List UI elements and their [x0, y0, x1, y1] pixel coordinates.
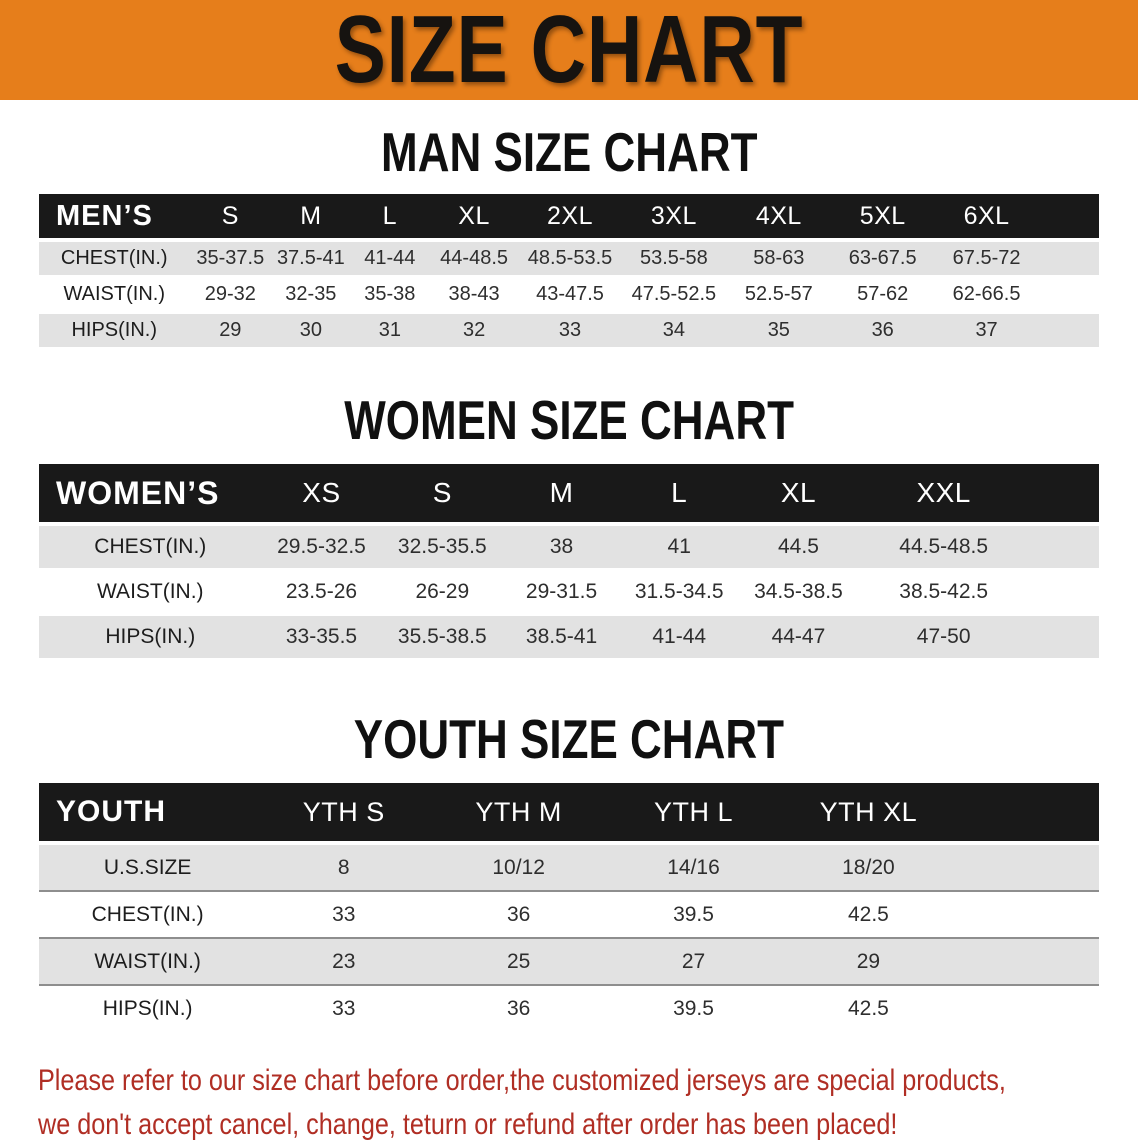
- womens-size-value-cell: 38.5-42.5: [858, 570, 1029, 615]
- womens-size-value-cell: 44.5-48.5: [858, 524, 1029, 570]
- youth-size-value-cell: 36: [431, 891, 606, 938]
- womens-size-value-cell: 32.5-35.5: [381, 524, 503, 570]
- women-size-table: [39, 464, 1099, 661]
- women-section-heading-text: WOMEN SIZE CHART: [344, 389, 794, 451]
- order-note-line-2: we don't accept cancel, change, teturn or refund after order has been placed!: [38, 1108, 898, 1141]
- youth-size-value-cell: 18/20: [842, 855, 895, 879]
- mens-size-value-cell: 48.5-53.5: [519, 240, 621, 277]
- youth-size-column-header: YTH XL: [781, 783, 956, 843]
- youth-header-row: [39, 783, 1099, 843]
- mens-size-column-header: XL: [429, 194, 519, 240]
- mens-size-value-cell: 47.5-52.5: [621, 277, 727, 313]
- order-note-line-1: Please refer to our size chart before order,the customized jerseys are special products,: [38, 1064, 1006, 1097]
- womens-row-filler: [1029, 524, 1099, 570]
- mens-row-filler: [1039, 313, 1100, 349]
- section-youth: [0, 708, 1138, 1031]
- mens-table: [39, 194, 1099, 350]
- mens-size-value-cell: 34: [621, 313, 727, 349]
- mens-size-value-cell: 36: [831, 313, 935, 349]
- womens-table-row: [39, 524, 1099, 570]
- youth-size-value-cell: 8: [337, 855, 350, 879]
- mens-size-value-cell: 52.5-57: [727, 277, 831, 313]
- mens-row-filler: [1039, 277, 1100, 313]
- mens-size-value-cell: 43-47.5: [519, 277, 621, 313]
- youth-size-value-cell: 33: [256, 891, 431, 938]
- womens-size-value-cell: 29-31.5: [503, 570, 620, 615]
- womens-row-label: HIPS(IN.): [39, 615, 262, 660]
- mens-size-value-cell: 29: [190, 313, 272, 349]
- youth-table: [39, 783, 1099, 1031]
- mens-header-row: [39, 194, 1099, 240]
- womens-header-filler: [1029, 464, 1099, 524]
- youth-row-filler: [956, 891, 1099, 938]
- youth-header-filler: [956, 783, 1099, 843]
- section-women: [0, 389, 1138, 661]
- youth-size-value-cell: 42.5: [781, 985, 956, 1031]
- womens-size-value-cell: 44.5: [739, 524, 859, 570]
- mens-size-value-cell: 67.5-72: [935, 240, 1039, 277]
- youth-row-filler: [956, 985, 1099, 1031]
- mens-size-value-cell: 41-44: [351, 240, 429, 277]
- youth-row-filler: [956, 938, 1099, 985]
- mens-size-value-cell: 37: [935, 313, 1039, 349]
- youth-size-value-cell: 29: [781, 938, 956, 985]
- mens-size-column-header: S: [190, 194, 272, 240]
- mens-row-filler: [1039, 240, 1100, 277]
- womens-size-value-cell: 38.5-41: [503, 615, 620, 660]
- mens-size-value-cell: 62-66.5: [935, 277, 1039, 313]
- youth-table-row: [39, 938, 1099, 985]
- mens-size-value-cell: 44-48.5: [429, 240, 519, 277]
- womens-size-value-cell: 41: [620, 524, 739, 570]
- youth-size-value-cell: 39.5: [606, 891, 781, 938]
- womens-row-filler: [1029, 615, 1099, 660]
- womens-size-value-cell: 35.5-38.5: [381, 615, 503, 660]
- mens-size-value-cell: 58-63: [727, 240, 831, 277]
- womens-size-value-cell: 34.5-38.5: [739, 570, 859, 615]
- mens-size-column-header: 3XL: [621, 194, 727, 240]
- womens-size-value-cell: 47-50: [858, 615, 1029, 660]
- womens-size-column-header: S: [381, 464, 503, 524]
- youth-size-value-cell: 39.5: [606, 985, 781, 1031]
- page-title: SIZE CHART: [334, 0, 804, 103]
- mens-table-row: [39, 313, 1099, 349]
- youth-size-table: [39, 783, 1099, 1031]
- mens-size-column-header: 6XL: [935, 194, 1039, 240]
- womens-size-value-cell: 44-47: [739, 615, 859, 660]
- youth-table-row: [39, 985, 1099, 1031]
- mens-size-column-header: 2XL: [519, 194, 621, 240]
- mens-size-value-cell: 29-32: [190, 277, 272, 313]
- womens-row-filler: [1029, 570, 1099, 615]
- youth-size-value-cell: 33: [256, 985, 431, 1031]
- mens-size-value-cell: 33: [519, 313, 621, 349]
- womens-size-column-header: XL: [739, 464, 859, 524]
- size-chart-banner: [0, 0, 1138, 103]
- womens-row-label: CHEST(IN.): [39, 524, 262, 570]
- mens-size-value-cell: 38-43: [429, 277, 519, 313]
- mens-header-filler: [1039, 194, 1100, 240]
- mens-size-column-header: M: [271, 194, 350, 240]
- youth-row-label: CHEST(IN.): [39, 891, 256, 938]
- youth-size-value-cell: 14/16: [667, 855, 720, 879]
- mens-size-column-header: 5XL: [831, 194, 935, 240]
- youth-section-heading: [0, 708, 1138, 770]
- womens-table-row: [39, 615, 1099, 660]
- womens-size-column-header: XS: [262, 464, 382, 524]
- womens-row-label: WAIST(IN.): [39, 570, 262, 615]
- mens-table-row: [39, 240, 1099, 277]
- youth-table-row: [39, 843, 1099, 891]
- mens-size-value-cell: 63-67.5: [831, 240, 935, 277]
- mens-size-value-cell: 57-62: [831, 277, 935, 313]
- mens-size-value-cell: 31: [351, 313, 429, 349]
- youth-size-value-cell: 23: [256, 938, 431, 985]
- youth-section-heading-text: YOUTH SIZE CHART: [353, 708, 785, 770]
- mens-size-value-cell: 35-38: [351, 277, 429, 313]
- youth-row-label: WAIST(IN.): [39, 938, 256, 985]
- womens-table-row: [39, 570, 1099, 615]
- men-size-table: [39, 194, 1099, 350]
- mens-table-row: [39, 277, 1099, 313]
- womens-size-value-cell: 31.5-34.5: [620, 570, 739, 615]
- womens-size-value-cell: 33-35.5: [262, 615, 382, 660]
- order-note: [38, 1059, 1104, 1147]
- youth-row-label: HIPS(IN.): [39, 985, 256, 1031]
- mens-size-value-cell: 35-37.5: [190, 240, 272, 277]
- mens-row-label: WAIST(IN.): [39, 277, 190, 313]
- womens-header-row: [39, 464, 1099, 524]
- men-section-heading: [0, 121, 1138, 183]
- mens-size-value-cell: 35: [727, 313, 831, 349]
- womens-corner-label: WOMEN’S: [39, 464, 262, 524]
- youth-size-column-header: YTH M: [431, 783, 606, 843]
- mens-size-column-header: L: [351, 194, 429, 240]
- youth-table-row: [39, 891, 1099, 938]
- section-men: [0, 121, 1138, 350]
- men-section-heading-text: MAN SIZE CHART: [380, 121, 758, 183]
- youth-size-value-cell: 10/12: [492, 855, 545, 879]
- womens-table: [39, 464, 1099, 661]
- youth-row-label: U.S.SIZE: [103, 855, 192, 879]
- mens-size-column-header: 4XL: [727, 194, 831, 240]
- womens-size-value-cell: 23.5-26: [262, 570, 382, 615]
- youth-size-value-cell: 36: [431, 985, 606, 1031]
- mens-size-value-cell: 32-35: [271, 277, 350, 313]
- womens-size-value-cell: 29.5-32.5: [262, 524, 382, 570]
- mens-row-label: CHEST(IN.): [39, 240, 190, 277]
- womens-size-value-cell: 26-29: [381, 570, 503, 615]
- youth-size-value-cell: 25: [431, 938, 606, 985]
- womens-size-column-header: L: [620, 464, 739, 524]
- youth-corner-label: YOUTH: [39, 783, 256, 843]
- mens-size-value-cell: 37.5-41: [271, 240, 350, 277]
- youth-size-value-cell: 27: [606, 938, 781, 985]
- womens-size-column-header: M: [503, 464, 620, 524]
- youth-size-value-cell: 42.5: [781, 891, 956, 938]
- mens-size-value-cell: 53.5-58: [621, 240, 727, 277]
- youth-size-column-header: YTH S: [256, 783, 431, 843]
- youth-row-filler: [956, 843, 1099, 891]
- women-section-heading: [0, 389, 1138, 451]
- mens-size-value-cell: 30: [271, 313, 350, 349]
- mens-row-label: HIPS(IN.): [39, 313, 190, 349]
- womens-size-value-cell: 41-44: [620, 615, 739, 660]
- youth-size-column-header: YTH L: [606, 783, 781, 843]
- womens-size-column-header: XXL: [858, 464, 1029, 524]
- womens-size-value-cell: 38: [503, 524, 620, 570]
- mens-size-value-cell: 32: [429, 313, 519, 349]
- mens-corner-label: MEN’S: [39, 194, 190, 240]
